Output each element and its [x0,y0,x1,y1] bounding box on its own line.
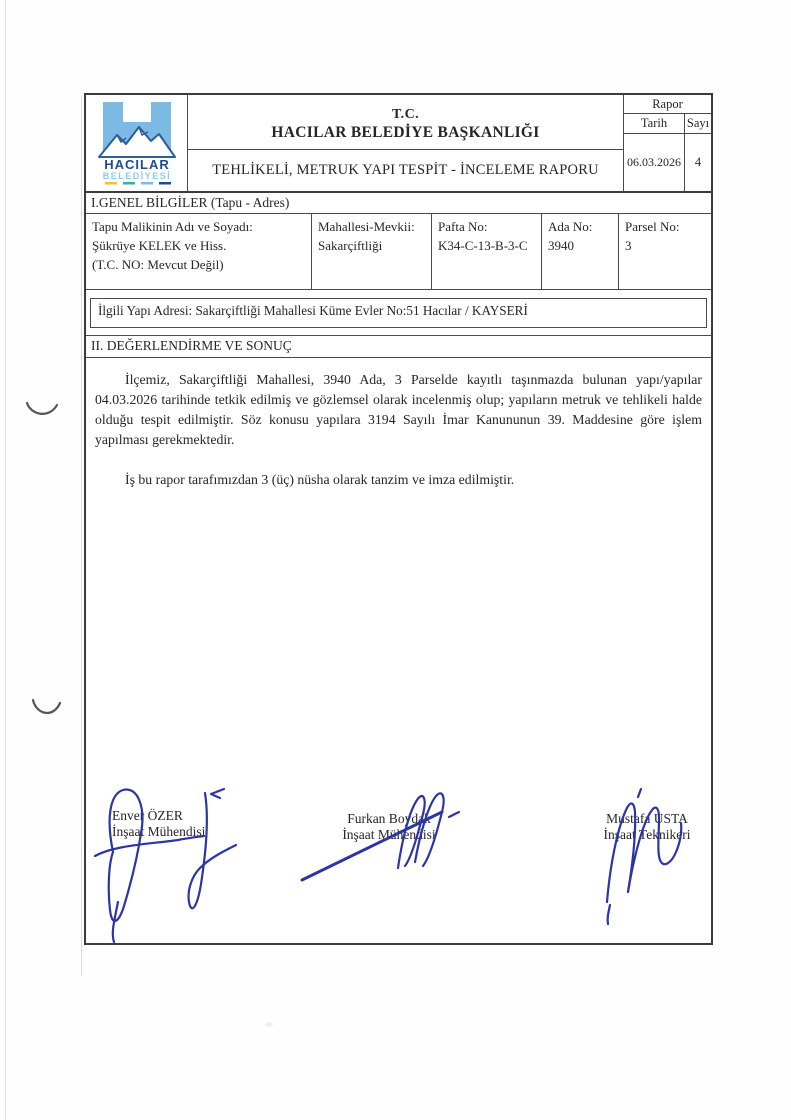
section2-heading: II. DEĞERLENDİRME VE SONUÇ [86,335,711,358]
report-document [84,93,713,945]
number-label: Sayı [686,116,710,130]
parsel-value: 3 [625,238,632,253]
owner-value: Şükrüye KELEK ve Hiss. [92,238,227,253]
date-label: Tarih [624,114,685,133]
ada-label: Ada No: [548,219,593,234]
building-address: İlgili Yapı Adresi: Sakarçiftliği Mahallesi Küme Evler No:51 Hacılar / KAYSERİ [90,298,707,328]
scan-edge-line [5,0,6,1120]
report-body [86,358,711,488]
report-meta-box [623,95,711,191]
signatory-1-name: Enver ÖZER [112,808,183,823]
logo-subtitle: BELEDİYESİ [102,171,171,181]
signatory-3-name: Mustafa USTA [606,811,688,826]
title-tc: T.C. [391,106,419,122]
signatory-2-name: Furkan Boydak [347,811,431,826]
report-meta-labels [624,114,711,134]
owner-extra: (T.C. NO: Mevcut Değil) [92,257,224,272]
title-top [188,95,623,150]
signatory-2 [304,811,474,843]
scan-binding-marks [27,403,60,713]
number-value: 4 [694,155,702,169]
signatory-1-title: İnşaat Mühendisi [112,824,206,839]
signatory-1 [112,808,205,840]
parsel-cell [619,214,711,289]
parcel-info-table [86,214,711,290]
document-header [86,95,711,193]
signatory-3 [562,811,732,843]
neighborhood-value: Sakarçiftliği [318,238,383,253]
municipality-logo [86,95,188,191]
report-title: TEHLİKELİ, METRUK YAPI TESPİT - İNCELEME RAPORU [212,162,599,178]
logo-color-dashes [105,182,171,185]
neighborhood-label: Mahallesi-Mevkii: [318,219,415,234]
title-org: HACILAR BELEDİYE BAŞKANLIĞI [271,123,540,141]
signatory-2-title: İnşaat Mühendisi [342,827,436,842]
report-meta-header: Rapor [624,95,711,114]
neighborhood-cell [312,214,432,289]
parsel-label: Parsel No: [625,219,680,234]
report-meta-values [624,134,711,191]
scan-smudge [265,1022,273,1027]
pafta-label: Pafta No: [438,219,488,234]
logo-title: HACILAR [103,157,170,172]
assessment-paragraph: İlçemiz, Sakarçiftliği Mahallesi, 3940 Ada, 3 Parselde kayıtlı taşınmazda bulunan yapı/yapılar 04.03.2026 tarihinde tetkik edilmiş ve gözlemsel olarak incelenmiş olup; yapıların metruk ve tehlikeli halde olduğu tespit edilmiştir. Söz konusu yapılara 3194 Sayılı İmar Kanununun 39. Maddesine göre işlem yapılması gerekmektedir. [95,372,702,447]
scan-edge-line [81,96,82,976]
ada-value: 3940 [548,238,574,253]
signatory-3-title: İnşaat Teknikeri [603,827,691,842]
copies-paragraph: İş bu rapor tarafımızdan 3 (üç) nüsha olarak tanzim ve imza edilmiştir. [125,472,515,487]
owner-label: Tapu Malikinin Adı ve Soyadı: [92,219,253,234]
date-value: 06.03.2026 [624,134,685,191]
pafta-cell [432,214,542,289]
section1-heading: I.GENEL BİLGİLER (Tapu - Adres) [86,193,711,214]
owner-cell [86,214,312,289]
hacilar-logo-icon [93,99,181,187]
ada-cell [542,214,619,289]
title-cell [188,95,623,191]
pafta-value: K34-C-13-B-3-C [438,238,528,253]
